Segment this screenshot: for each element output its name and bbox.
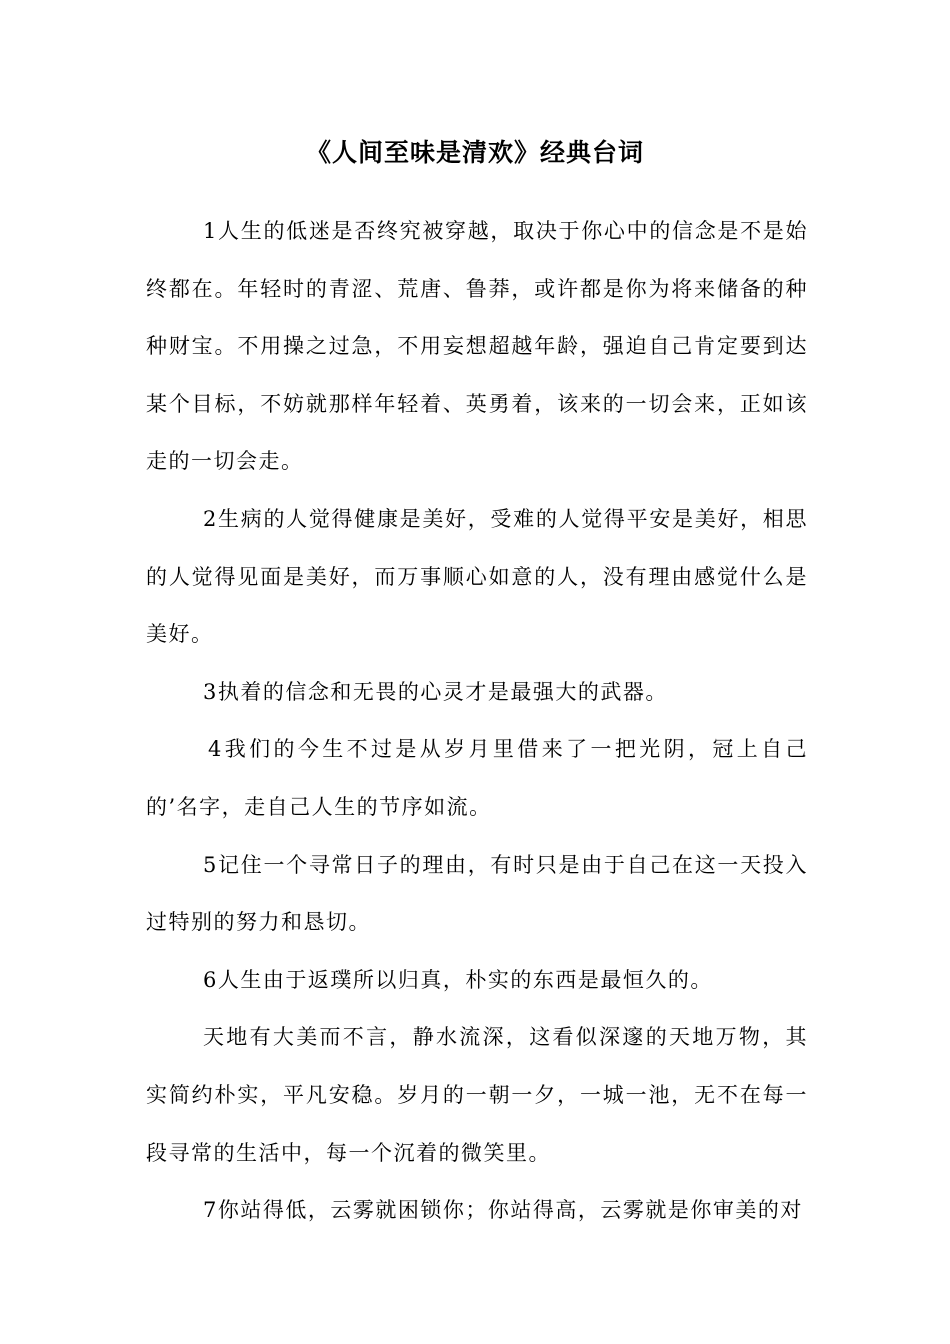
paragraph-1: 1人生的低迷是否终究被穿越，取决于你心中的信念是不是始终都在。年轻时的青涩、荒唐、鲁莽，或许都是你为将来储备的种种财宝。不用操之过急，不用妄想超越年龄，强迫自己肯定要到达某个目标，不妨就那样年轻着、英勇着，该来的一切会来，正如该走的一切会走。 [146,219,808,474]
document-body [146,203,808,1240]
document-title: 《人间至味是清欢》经典台词 [305,138,644,167]
paragraph-4: 4我们的今生不过是从岁月里借来了一把光阴，冠上自己的’名字，走自己人生的节序如流。 [146,737,808,819]
paragraph-2: 2生病的人觉得健康是美好，受难的人觉得平安是美好，相思的人觉得见面是美好，而万事顺心如意的人，没有理由感觉什么是美好。 [146,506,808,647]
paragraph-6-continued: 天地有大美而不言，静水流深，这看似深邃的天地万物，其实简约朴实，平凡安稳。岁月的一朝一夕，一城一池，无不在每一段寻常的生活中，每一个沉着的微笑里。 [146,1025,808,1165]
paragraph-7: 7你站得低，云雾就困锁你；你站得高，云雾就是你审美的对 [203,1198,803,1223]
paragraph-5: 5记住一个寻常日子的理由，有时只是由于自己在这一天投入过特别的努力和恳切。 [146,852,808,935]
paragraph-3: 3执着的信念和无畏的心灵才是最强大的武器。 [203,679,668,704]
paragraph-6: 6人生由于返璞所以归真，朴实的东西是最恒久的。 [203,967,713,992]
